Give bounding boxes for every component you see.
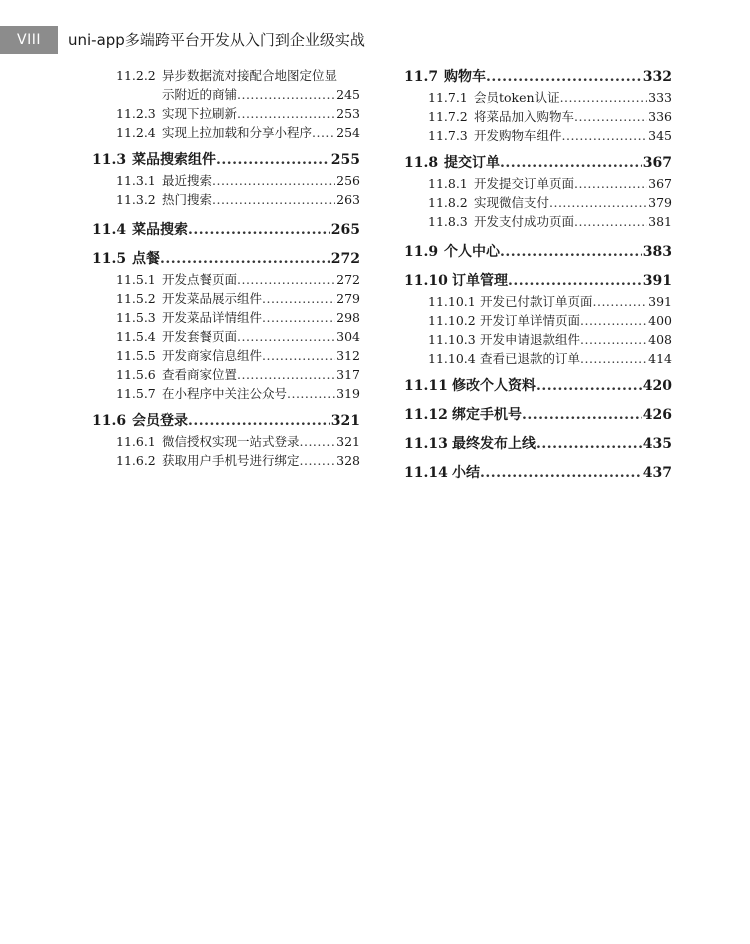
toc-entry[interactable] bbox=[116, 66, 360, 85]
toc-leader-dots bbox=[160, 248, 330, 270]
toc-section-entry[interactable] bbox=[92, 219, 360, 241]
toc-leader-dots bbox=[300, 451, 336, 470]
toc-entry-title: 示附近的商铺 bbox=[162, 87, 238, 102]
toc-entry-number: 11.9 bbox=[404, 244, 439, 260]
toc-entry-title: 在小程序中关注公众号 bbox=[162, 386, 288, 401]
toc-entry[interactable] bbox=[428, 107, 672, 126]
toc-section-entry[interactable] bbox=[404, 270, 672, 292]
toc-entry-page: 272 bbox=[330, 251, 360, 267]
toc-entry-page: 319 bbox=[336, 386, 360, 401]
toc-entry-page: 321 bbox=[336, 434, 360, 449]
toc-section-entry[interactable] bbox=[404, 152, 672, 174]
toc-entry-page: 254 bbox=[336, 125, 360, 140]
toc-entry[interactable] bbox=[116, 123, 360, 142]
toc-leader-dots bbox=[500, 152, 642, 174]
toc-leader-dots bbox=[500, 241, 642, 263]
toc-entry-title: 会员token认证 bbox=[474, 90, 560, 105]
toc-entry[interactable] bbox=[116, 432, 360, 451]
toc-entry-page: 279 bbox=[336, 291, 360, 306]
toc-entry-title: 热门搜索 bbox=[162, 192, 213, 207]
toc-leader-dots bbox=[212, 171, 335, 190]
toc-entry-title: 开发购物车组件 bbox=[474, 128, 562, 143]
toc-section-entry[interactable] bbox=[404, 462, 672, 484]
toc-entry-page: 263 bbox=[336, 192, 360, 207]
toc-entry-page: 332 bbox=[642, 69, 672, 85]
toc-entry-number: 11.10.3 bbox=[428, 332, 476, 347]
toc-entry-number: 11.7.1 bbox=[428, 90, 468, 105]
toc-leader-dots bbox=[237, 85, 335, 104]
toc-entry-number: 11.10.4 bbox=[428, 351, 476, 366]
toc-leader-dots bbox=[580, 311, 647, 330]
toc-entry-title: 开发提交订单页面 bbox=[474, 176, 575, 191]
toc-section-entry[interactable] bbox=[92, 410, 360, 432]
toc-leader-dots bbox=[574, 174, 647, 193]
toc-entry-title: 开发支付成功页面 bbox=[474, 214, 575, 229]
toc-leader-dots bbox=[237, 327, 335, 346]
toc-entry-title: 实现微信支付 bbox=[474, 195, 550, 210]
toc-entry-continuation[interactable] bbox=[162, 85, 360, 104]
toc-entry-title: 开发订单详情页面 bbox=[480, 313, 581, 328]
toc-entry-number: 11.12 bbox=[404, 407, 448, 423]
toc-column-right bbox=[404, 66, 672, 484]
toc-entry-number: 11.3.1 bbox=[116, 173, 156, 188]
toc-entry-title: 查看商家位置 bbox=[162, 367, 238, 382]
toc-leader-dots bbox=[237, 365, 335, 384]
toc-entry-title: 订单管理 bbox=[452, 273, 508, 289]
toc-leader-dots bbox=[262, 289, 335, 308]
toc-entry-number: 11.8.3 bbox=[428, 214, 468, 229]
toc-entry-number: 11.5.3 bbox=[116, 310, 156, 325]
toc-leader-dots bbox=[480, 462, 642, 484]
toc-entry-page: 420 bbox=[642, 378, 672, 394]
toc-leader-dots bbox=[522, 404, 642, 426]
toc-section-entry[interactable] bbox=[404, 404, 672, 426]
toc-entry-page: 272 bbox=[336, 272, 360, 287]
toc-entry-page: 336 bbox=[648, 109, 672, 124]
toc-section-entry[interactable] bbox=[404, 66, 672, 88]
toc-entry-title: 菜品搜索 bbox=[132, 222, 188, 238]
toc-entry-number: 11.5.2 bbox=[116, 291, 156, 306]
toc-leader-dots bbox=[593, 292, 648, 311]
toc-entry[interactable] bbox=[116, 365, 360, 384]
toc-entry-number: 11.6.2 bbox=[116, 453, 156, 468]
toc-entry-number: 11.8.2 bbox=[428, 195, 468, 210]
toc-entry-number: 11.13 bbox=[404, 436, 448, 452]
toc-entry-number: 11.5 bbox=[92, 251, 127, 267]
toc-entry-page: 381 bbox=[648, 214, 672, 229]
toc-entry-number: 11.5.5 bbox=[116, 348, 156, 363]
toc-entry-title: 菜品搜索组件 bbox=[132, 152, 216, 168]
toc-entry-page: 367 bbox=[642, 155, 672, 171]
toc-leader-dots bbox=[300, 432, 336, 451]
toc-entry-number: 11.6 bbox=[92, 413, 127, 429]
running-header bbox=[0, 26, 750, 54]
toc-entry-title: 开发点餐页面 bbox=[162, 272, 238, 287]
toc-leader-dots bbox=[287, 384, 335, 403]
toc-entry-page: 256 bbox=[336, 173, 360, 188]
toc-entry-title: 将菜品加入购物车 bbox=[474, 109, 575, 124]
toc-entry[interactable] bbox=[428, 174, 672, 193]
toc-entry-page: 383 bbox=[642, 244, 672, 260]
toc-entry-title: 开发菜品展示组件 bbox=[162, 291, 263, 306]
toc-entry-title: 最终发布上线 bbox=[452, 436, 536, 452]
toc-entry[interactable] bbox=[428, 311, 672, 330]
toc-leader-dots bbox=[216, 149, 330, 171]
toc-entry[interactable] bbox=[428, 349, 672, 368]
toc-entry-title: 点餐 bbox=[132, 251, 160, 267]
toc-entry-title: 获取用户手机号进行绑定 bbox=[162, 453, 300, 468]
toc-section-entry[interactable] bbox=[404, 375, 672, 397]
toc-section-entry[interactable] bbox=[404, 241, 672, 263]
toc-entry-title: 开发申请退款组件 bbox=[480, 332, 581, 347]
toc-entry-number: 11.5.1 bbox=[116, 272, 156, 287]
toc-leader-dots bbox=[262, 308, 335, 327]
toc-entry-title: 小结 bbox=[452, 465, 480, 481]
toc-entry-page: 333 bbox=[648, 90, 672, 105]
toc-entry-page: 321 bbox=[330, 413, 360, 429]
toc-entry[interactable] bbox=[116, 346, 360, 365]
toc-leader-dots bbox=[508, 270, 642, 292]
toc-entry-page: 414 bbox=[648, 351, 672, 366]
toc-entry-page: 435 bbox=[642, 436, 672, 452]
toc-entry[interactable] bbox=[116, 104, 360, 123]
toc-entry-page: 253 bbox=[336, 106, 360, 121]
toc-leader-dots bbox=[580, 330, 647, 349]
toc-entry[interactable] bbox=[116, 451, 360, 470]
toc-entry-title: 开发套餐页面 bbox=[162, 329, 238, 344]
toc-entry-page: 408 bbox=[648, 332, 672, 347]
toc-entry-number: 11.2.2 bbox=[116, 68, 156, 83]
toc-entry-number: 11.7.2 bbox=[428, 109, 468, 124]
toc-entry-number: 11.7.3 bbox=[428, 128, 468, 143]
toc-section-entry[interactable] bbox=[404, 433, 672, 455]
toc-entry-number: 11.2.3 bbox=[116, 106, 156, 121]
toc-entry[interactable] bbox=[428, 212, 672, 231]
toc-entry-number: 11.6.1 bbox=[116, 434, 156, 449]
toc-leader-dots bbox=[262, 346, 335, 365]
toc-entry-number: 11.8 bbox=[404, 155, 439, 171]
toc-leader-dots bbox=[536, 433, 642, 455]
toc-entry-page: 304 bbox=[336, 329, 360, 344]
toc-leader-dots bbox=[549, 193, 647, 212]
toc-entry-page: 265 bbox=[330, 222, 360, 238]
toc-entry-number: 11.10.1 bbox=[428, 294, 476, 309]
toc-entry-title: 开发已付款订单页面 bbox=[480, 294, 593, 309]
toc-entry-page: 400 bbox=[648, 313, 672, 328]
toc-entry-title: 查看已退款的订单 bbox=[480, 351, 581, 366]
toc-entry[interactable] bbox=[428, 193, 672, 212]
toc-entry-number: 11.10 bbox=[404, 273, 448, 289]
toc-entry-title: 绑定手机号 bbox=[452, 407, 522, 423]
toc-entry-page: 245 bbox=[336, 87, 360, 102]
toc-entry-page: 328 bbox=[336, 453, 360, 468]
toc-entry-title: 最近搜索 bbox=[162, 173, 213, 188]
toc-entry-title: 开发商家信息组件 bbox=[162, 348, 263, 363]
toc-entry-page: 437 bbox=[642, 465, 672, 481]
toc-entry-page: 391 bbox=[648, 294, 672, 309]
page-number-badge: VIII bbox=[0, 26, 58, 54]
toc-entry[interactable] bbox=[116, 171, 360, 190]
toc-entry-title: 修改个人资料 bbox=[452, 378, 536, 394]
toc-leader-dots bbox=[188, 219, 330, 241]
toc-entry-number: 11.2.4 bbox=[116, 125, 156, 140]
toc-entry[interactable] bbox=[116, 270, 360, 289]
toc-entry-number: 11.14 bbox=[404, 465, 448, 481]
toc-leader-dots bbox=[574, 107, 647, 126]
toc-entry-page: 379 bbox=[648, 195, 672, 210]
toc-entry-title: 购物车 bbox=[444, 69, 486, 85]
book-title: uni-app多端跨平台开发从入门到企业级实战 bbox=[68, 31, 365, 49]
toc-leader-dots bbox=[212, 190, 335, 209]
toc-leader-dots bbox=[312, 123, 335, 142]
toc-entry-page: 298 bbox=[336, 310, 360, 325]
toc-leader-dots bbox=[580, 349, 647, 368]
toc-column-left bbox=[92, 66, 360, 470]
toc-entry-title: 异步数据流对接配合地图定位显 bbox=[162, 68, 338, 83]
toc-section-entry[interactable] bbox=[92, 149, 360, 171]
toc-leader-dots bbox=[536, 375, 642, 397]
toc-entry[interactable] bbox=[116, 308, 360, 327]
toc-entry-number: 11.5.7 bbox=[116, 386, 156, 401]
toc-entry-title: 个人中心 bbox=[444, 244, 500, 260]
toc-entry-number: 11.8.1 bbox=[428, 176, 468, 191]
toc-entry-number: 11.11 bbox=[404, 378, 448, 394]
toc-entry-title: 微信授权实现一站式登录 bbox=[162, 434, 300, 449]
toc-entry-title: 会员登录 bbox=[132, 413, 188, 429]
toc-entry-number: 11.3.2 bbox=[116, 192, 156, 207]
toc-entry-number: 11.7 bbox=[404, 69, 439, 85]
toc-leader-dots bbox=[237, 270, 335, 289]
toc-entry-page: 391 bbox=[642, 273, 672, 289]
toc-leader-dots bbox=[560, 88, 648, 107]
toc-entry[interactable] bbox=[116, 384, 360, 403]
toc-section-entry[interactable] bbox=[92, 248, 360, 270]
toc-leader-dots bbox=[188, 410, 330, 432]
toc-entry[interactable] bbox=[116, 190, 360, 209]
toc-entry-title: 实现上拉加载和分享小程序 bbox=[162, 125, 313, 140]
toc-entry[interactable] bbox=[428, 292, 672, 311]
toc-entry-page: 426 bbox=[642, 407, 672, 423]
toc-entry[interactable] bbox=[428, 330, 672, 349]
toc-entry-number: 11.3 bbox=[92, 152, 127, 168]
toc-entry-number: 11.5.6 bbox=[116, 367, 156, 382]
toc-entry-page: 345 bbox=[648, 128, 672, 143]
toc-leader-dots bbox=[562, 126, 648, 145]
toc-entry-page: 255 bbox=[330, 152, 360, 168]
toc-leader-dots bbox=[574, 212, 647, 231]
toc-entry-page: 367 bbox=[648, 176, 672, 191]
toc-entry[interactable] bbox=[428, 88, 672, 107]
toc-entry-page: 312 bbox=[336, 348, 360, 363]
toc-entry[interactable] bbox=[116, 289, 360, 308]
toc-entry-title: 实现下拉刷新 bbox=[162, 106, 238, 121]
toc-entry-number: 11.10.2 bbox=[428, 313, 476, 328]
toc-leader-dots bbox=[237, 104, 335, 123]
toc-leader-dots bbox=[486, 66, 642, 88]
toc-entry-number: 11.4 bbox=[92, 222, 127, 238]
toc-entry[interactable] bbox=[428, 126, 672, 145]
toc-entry-page: 317 bbox=[336, 367, 360, 382]
toc-entry-title: 提交订单 bbox=[444, 155, 500, 171]
toc-entry[interactable] bbox=[116, 327, 360, 346]
toc-entry-number: 11.5.4 bbox=[116, 329, 156, 344]
toc-entry-title: 开发菜品详情组件 bbox=[162, 310, 263, 325]
